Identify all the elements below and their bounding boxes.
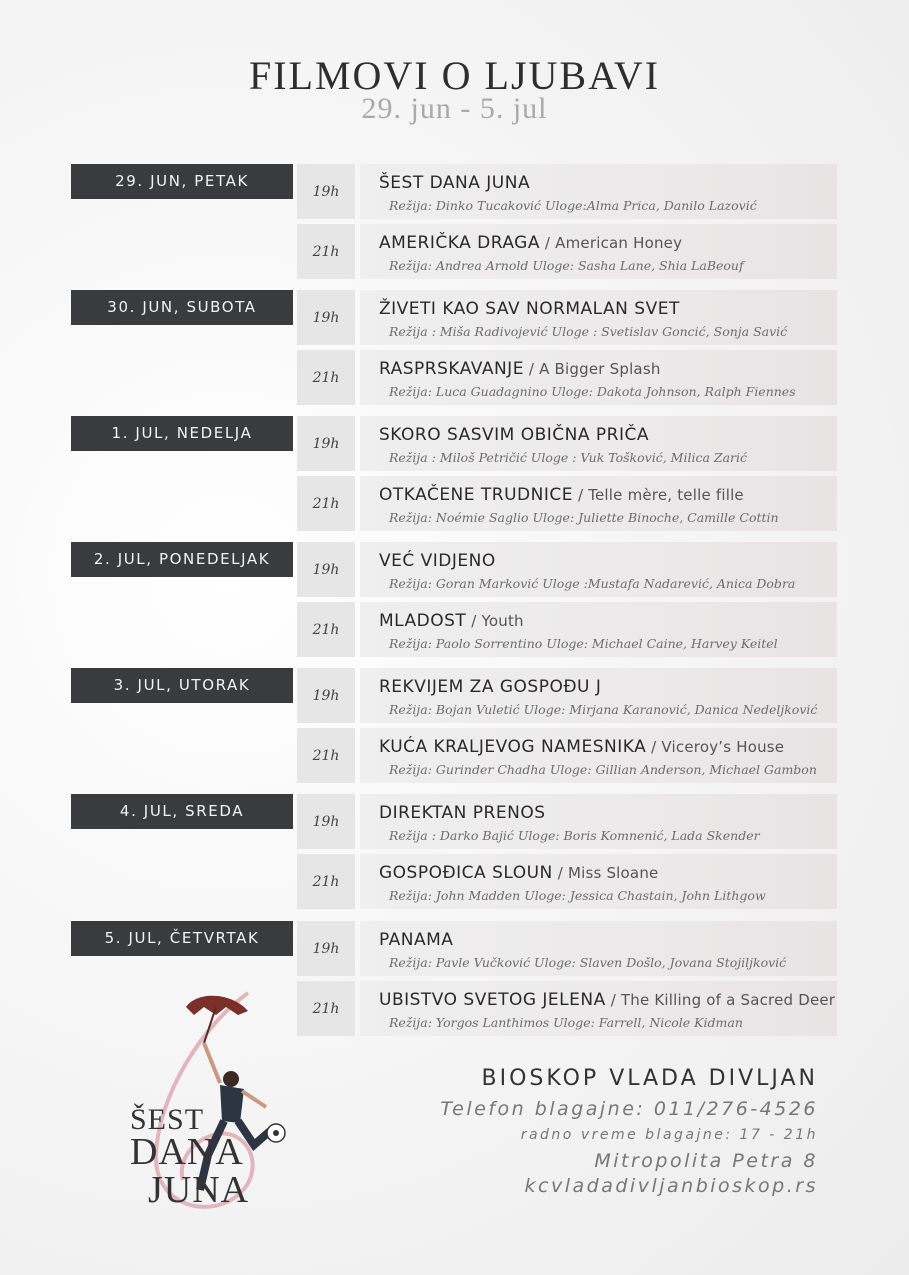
screening-info <box>360 921 837 976</box>
day-label: 5. JUL, ČETVRTAK <box>71 921 293 956</box>
screening-time: 19h <box>297 668 355 723</box>
cinema-address: Mitropolita Petra 8 <box>594 1150 818 1172</box>
screening-row <box>297 290 837 345</box>
screening-row <box>297 416 837 471</box>
woman-torso <box>220 1085 244 1123</box>
screening-info <box>360 728 837 783</box>
film-title: GOSPOĐICA SLOUN <box>379 863 553 883</box>
screening-info <box>360 476 837 531</box>
film-credits: Režija: Yorgos Lanthimos Uloge: Farrell, Nicole Kidman <box>389 1015 743 1030</box>
film-title: RASPRSKAVANJE <box>379 359 524 379</box>
poster-date-range: 29. jun - 5. jul <box>361 92 548 125</box>
screening-info <box>360 350 837 405</box>
screening-info <box>360 794 837 849</box>
day-block <box>71 542 837 656</box>
film-original-title: / Telle mère, telle fille <box>573 486 744 504</box>
screening-info <box>360 854 837 909</box>
film-title: REKVIJEM ZA GOSPOĐU J <box>379 677 602 697</box>
film-credits: Režija: Gurinder Chadha Uloge: Gillian Anderson, Michael Gambon <box>389 762 817 777</box>
screening-row <box>297 224 837 279</box>
film-credits: Režija : Miša Radivojević Uloge : Svetislav Goncić, Sonja Savić <box>389 324 788 339</box>
day-label: 30. JUN, SUBOTA <box>71 290 293 325</box>
screening-row <box>297 921 837 976</box>
film-title: ŠEST DANA JUNA <box>379 173 531 193</box>
day-block <box>71 416 837 530</box>
screening-row <box>297 602 837 657</box>
screening-time: 21h <box>297 728 355 783</box>
film-credits: Režija: Andrea Arnold Uloge: Sasha Lane, Shia LaBeouf <box>389 258 744 273</box>
screening-time: 21h <box>297 854 355 909</box>
woman-arm <box>242 1091 266 1107</box>
day-label: 3. JUL, UTORAK <box>71 668 293 703</box>
screening-info <box>360 981 837 1036</box>
film-credits: Režija: Bojan Vuletić Uloge: Mirjana Karanović, Danica Nedeljković <box>389 702 818 717</box>
film-original-title: / Viceroy’s House <box>646 738 785 756</box>
film-credits: Režija: Dinko Tucaković Uloge:Alma Prica, Danilo Lazović <box>389 198 757 213</box>
box-office-hours: radno vreme blagajne: 17 - 21h <box>520 1127 818 1143</box>
screening-row <box>297 728 837 783</box>
film-credits: Režija: Goran Marković Uloge :Mustafa Nadarević, Anica Dobra <box>389 576 796 591</box>
festival-logo <box>108 985 318 1225</box>
film-original-title: / American Honey <box>539 234 683 252</box>
woman-head <box>223 1071 239 1087</box>
screening-info <box>360 668 837 723</box>
screening-info <box>360 290 837 345</box>
screening-time: 19h <box>297 542 355 597</box>
screening-row <box>297 476 837 531</box>
film-title: VEĆ VIDJENO <box>379 551 496 571</box>
logo-text-line: ŠEST <box>130 1103 205 1136</box>
film-title: MLADOST <box>379 611 467 631</box>
screening-row <box>297 542 837 597</box>
screening-time: 21h <box>297 350 355 405</box>
film-credits: Režija: Pavle Vučković Uloge: Slaven Došlo, Jovana Stojiljković <box>389 955 787 970</box>
film-credits: Režija : Darko Bajić Uloge: Boris Komnenić, Lada Skender <box>389 828 760 843</box>
film-credits: Režija: John Madden Uloge: Jessica Chastain, John Lithgow <box>389 888 766 903</box>
film-original-title: / Youth <box>466 612 524 630</box>
football-patch <box>273 1130 279 1136</box>
film-title: ŽIVETI KAO SAV NORMALAN SVET <box>379 299 680 319</box>
screening-time: 19h <box>297 416 355 471</box>
screening-row <box>297 668 837 723</box>
screening-row <box>297 794 837 849</box>
screening-info <box>360 164 837 219</box>
day-block <box>71 794 837 908</box>
box-office-phone: Telefon blagajne: 011/276-4526 <box>440 1098 818 1120</box>
day-label: 2. JUL, PONEDELJAK <box>71 542 293 577</box>
film-title: SKORO SASVIM OBIČNA PRIČA <box>379 425 649 445</box>
film-title: DIREKTAN PRENOS <box>379 803 546 823</box>
film-original-title: / Miss Sloane <box>552 864 659 882</box>
screening-info <box>360 416 837 471</box>
film-original-title: / The Killing of a Sacred Deer <box>605 991 836 1009</box>
screening-time: 19h <box>297 164 355 219</box>
cinema-website: kcvladadivljanbioskop.rs <box>524 1175 818 1197</box>
film-title: OTKAČENE TRUDNICE <box>379 485 573 505</box>
screening-time: 19h <box>297 921 355 976</box>
logo-text-line: JUNA <box>148 1169 250 1211</box>
film-credits: Režija: Noémie Saglio Uloge: Juliette Binoche, Camille Cottin <box>389 510 779 525</box>
screening-time: 21h <box>297 981 355 1036</box>
screening-row <box>297 350 837 405</box>
film-original-title: / A Bigger Splash <box>523 360 661 378</box>
film-title: PANAMA <box>379 930 454 950</box>
day-block <box>71 164 837 278</box>
film-title: AMERIČKA DRAGA <box>379 233 540 253</box>
logo-text-line: DANA <box>130 1131 244 1173</box>
film-credits: Režija : Miloš Petričić Uloge : Vuk Tošković, Milica Zarić <box>389 450 747 465</box>
screening-time: 21h <box>297 224 355 279</box>
cinema-name: BIOSKOP VLADA DIVLJAN <box>481 1066 818 1091</box>
screening-time: 19h <box>297 290 355 345</box>
poster-title: FILMOVI O LJUBAVI <box>248 53 661 98</box>
screening-row <box>297 164 837 219</box>
day-label: 1. JUL, NEDELJA <box>71 416 293 451</box>
screening-info <box>360 542 837 597</box>
screening-info <box>360 602 837 657</box>
woman-arm <box>204 1043 220 1083</box>
day-label: 29. JUN, PETAK <box>71 164 293 199</box>
film-title: KUĆA KRALJEVOG NAMESNIKA <box>379 737 647 757</box>
screening-time: 21h <box>297 602 355 657</box>
film-title: UBISTVO SVETOG JELENA <box>379 990 606 1010</box>
day-block <box>71 668 837 782</box>
day-block <box>71 290 837 404</box>
screening-time: 21h <box>297 476 355 531</box>
film-credits: Režija: Luca Guadagnino Uloge: Dakota Johnson, Ralph Fiennes <box>389 384 796 399</box>
screening-row <box>297 854 837 909</box>
film-credits: Režija: Paolo Sorrentino Uloge: Michael Caine, Harvey Keitel <box>389 636 778 651</box>
screening-info <box>360 224 837 279</box>
screening-row <box>297 981 837 1036</box>
screening-time: 19h <box>297 794 355 849</box>
day-label: 4. JUL, SREDA <box>71 794 293 829</box>
